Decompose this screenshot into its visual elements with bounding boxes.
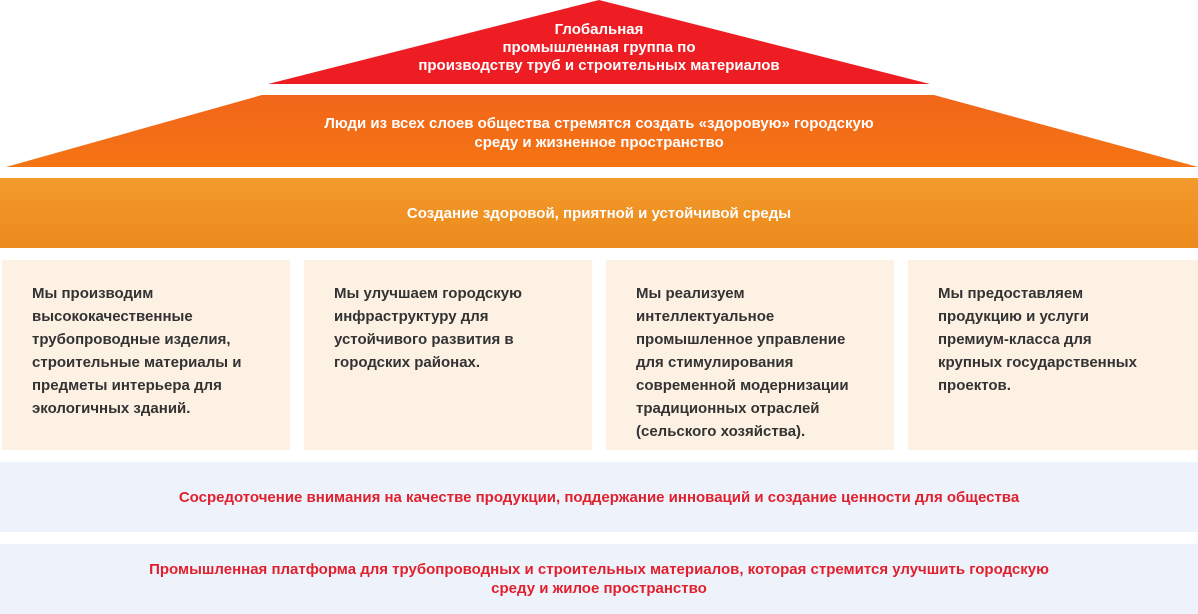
pillar-line: устойчивого развития в (334, 331, 514, 348)
pillar-line: современной модернизации (636, 377, 849, 394)
pillar-manufacturing (2, 260, 290, 450)
pillar-line: для стимулирования (636, 354, 794, 371)
pillar-line: экологичных зданий. (32, 400, 191, 417)
platform-text (149, 560, 1049, 598)
roof-top-line: производству труб и строительных материалов (418, 57, 780, 74)
pillar-line: Мы улучшаем городскую (334, 285, 522, 302)
roof-top-line: Глобальная (554, 21, 644, 38)
pillar-line: промышленное управление (636, 331, 846, 348)
roof-top-title (380, 21, 818, 75)
pillar-line: Мы реализуем (636, 285, 745, 302)
pillar-infrastructure (304, 260, 592, 450)
pillar-line: предметы интерьера для (32, 377, 222, 394)
pillar-line: интеллектуальное (636, 308, 775, 325)
roof-top-line: промышленная группа по (502, 39, 696, 56)
platform-band (0, 544, 1198, 614)
pillar-line: премиум-класса для (938, 331, 1092, 348)
pillar-line: Мы производим (32, 285, 154, 302)
pillar-line: (сельского хозяйства). (636, 423, 806, 440)
platform-line: среду и жилое пространство (491, 580, 707, 597)
pillar-line: трубопроводные изделия, (32, 331, 231, 348)
pillar-line: традиционных отраслей (636, 400, 820, 417)
pillar-line: Мы предоставляем (938, 285, 1084, 302)
pillar-line: крупных государственных (938, 354, 1137, 371)
mission-band (0, 178, 1198, 248)
pillar-line: продукцию и услуги (938, 308, 1090, 325)
platform-line: Промышленная платформа для трубопроводных и строительных материалов, которая стремится улучшить городскую (149, 561, 1049, 578)
pillar-premium-services (908, 260, 1198, 450)
pillar-text (32, 282, 241, 420)
pillar-text (334, 282, 522, 374)
pillar-line: инфраструктуру для (334, 308, 489, 325)
pillar-intelligent-management (606, 260, 894, 450)
focus-text: Сосредоточение внимания на качестве продукции, поддержание инноваций и создание ценности для общества (178, 488, 1020, 506)
pillar-text (636, 282, 849, 443)
roof-bottom-line: Люди из всех слоев общества стремятся создать «здоровую» городскую (324, 115, 874, 132)
pillar-line: проектов. (938, 377, 1011, 394)
pillar-line: строительные материалы и (32, 354, 242, 371)
pillar-text (938, 282, 1137, 397)
pillar-line: городских районах. (334, 354, 481, 371)
roof-bottom-caption (250, 114, 948, 152)
mission-text: Создание здоровой, приятной и устойчивой среды (406, 204, 792, 222)
pillar-line: высококачественные (32, 308, 193, 325)
roof-bottom-line: среду и жизненное пространство (474, 134, 724, 151)
focus-band (0, 462, 1198, 532)
